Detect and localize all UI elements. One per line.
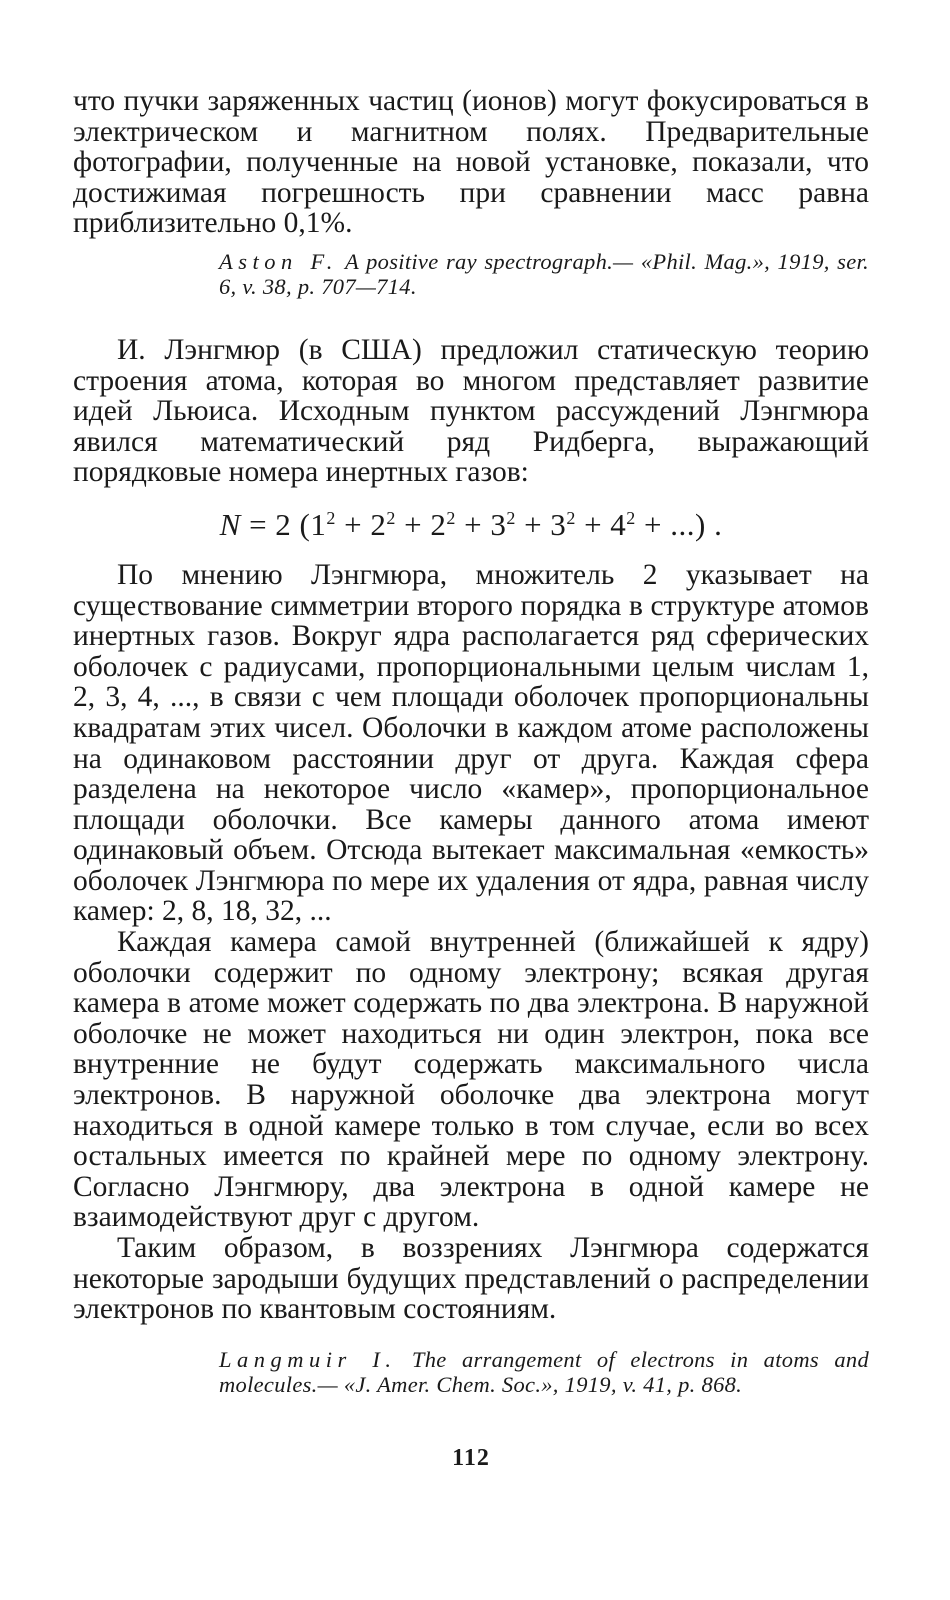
- reference-aston-author: Aston F.: [219, 248, 338, 274]
- paragraph-intro: что пучки заряженных частиц (ионов) могут фокусироваться в электрическом и магнитном полях. Предварительные фотографии, полученные на новой установке, показали, что достижимая погрешность при сравнении масс равна приблизительно 0,1%.: [73, 85, 869, 240]
- paragraph-chamber-electrons: Каждая камера самой внутренней (ближайшей к ядру) оболочки содержит по одному электрону; всякая другая камера в атоме может содержать по два электрона. В наружной оболочке не может находиться ни один электрон, пока все внутренние не будут содержать максимального числа электронов. В наружной оболочке два электрона могут находиться в одной камере только в том случае, если во всех остальных имеется по крайней мере по одному электрону. Согласно Лэнгмюру, два электрона в одной камере не взаимодействуют друг с другом.: [73, 926, 869, 1234]
- formula-exponent: 2: [626, 507, 636, 528]
- page-number: 112: [452, 1444, 490, 1471]
- formula-term: + 2: [335, 506, 387, 542]
- formula-exponent: 2: [446, 507, 456, 528]
- reference-langmuir-citation: The arrangement of electrons in atoms and molecules.— «J. Amer. Chem. Soc.», 1919, v. 41, p. 868.: [219, 1346, 869, 1397]
- book-page: [73, 86, 869, 1473]
- rydberg-formula: [73, 508, 869, 542]
- formula-variable: N: [219, 506, 241, 542]
- formula-term: + 3: [455, 506, 507, 542]
- paragraph-langmuir-theory: И. Лэнгмюр (в США) предложил статическую теорию строения атома, которая во многом представляет развитие идей Льюиса. Исходным пунктом рассуждений Лэнгмюра явился математический ряд Ридберга, выражающий порядковые номера инертных газов:: [73, 333, 869, 489]
- paragraph-conclusion: Таким образом, в воззрениях Лэнгмюра содержатся некоторые зародыши будущих представлений о распределении электронов по квантовым состояниям.: [73, 1232, 869, 1326]
- formula-body: = 2 (1: [240, 506, 327, 542]
- formula-term: + 2: [395, 506, 447, 542]
- paragraph-langmuir-opinion: По мнению Лэнгмюра, множитель 2 указывает на существование симметрии второго порядка в структуре атомов инертных газов. Вокруг ядра располагается ряд сферических оболочек с радиусами, пропорциональными целым числам 1, 2, 3, 4, ..., в связи с чем площади оболочек пропорциональны квадратам этих чисел. Оболочки в каждом атоме расположены на одинаковом расстоянии друг от друга. Каждая сфера разделена на некоторое число «камер», пропорциональное площади оболочки. Все камеры данного атома имеют одинаковый объем. Отсюда вытекает максимальная «емкость» оболочек Лэнгмюра по мере их удаления от ядра, равная числу камер: 2, 8, 18, 32, ...: [73, 558, 869, 928]
- formula-term: + ...) .: [635, 506, 723, 542]
- reference-aston: [219, 249, 869, 299]
- reference-langmuir: [219, 1347, 869, 1397]
- formula-exponent: 2: [506, 507, 516, 528]
- formula-term: + 3: [515, 506, 567, 542]
- reference-aston-citation: A positive ray spectrograph.— «Phil. Mag.», 1919, ser. 6, v. 38, p. 707—714.: [219, 248, 869, 299]
- reference-langmuir-author: Langmuir I.: [219, 1346, 397, 1372]
- formula-exponent: 2: [386, 507, 396, 528]
- formula-exponent: 2: [326, 507, 336, 528]
- formula-exponent: 2: [566, 507, 576, 528]
- formula-term: + 4: [575, 506, 627, 542]
